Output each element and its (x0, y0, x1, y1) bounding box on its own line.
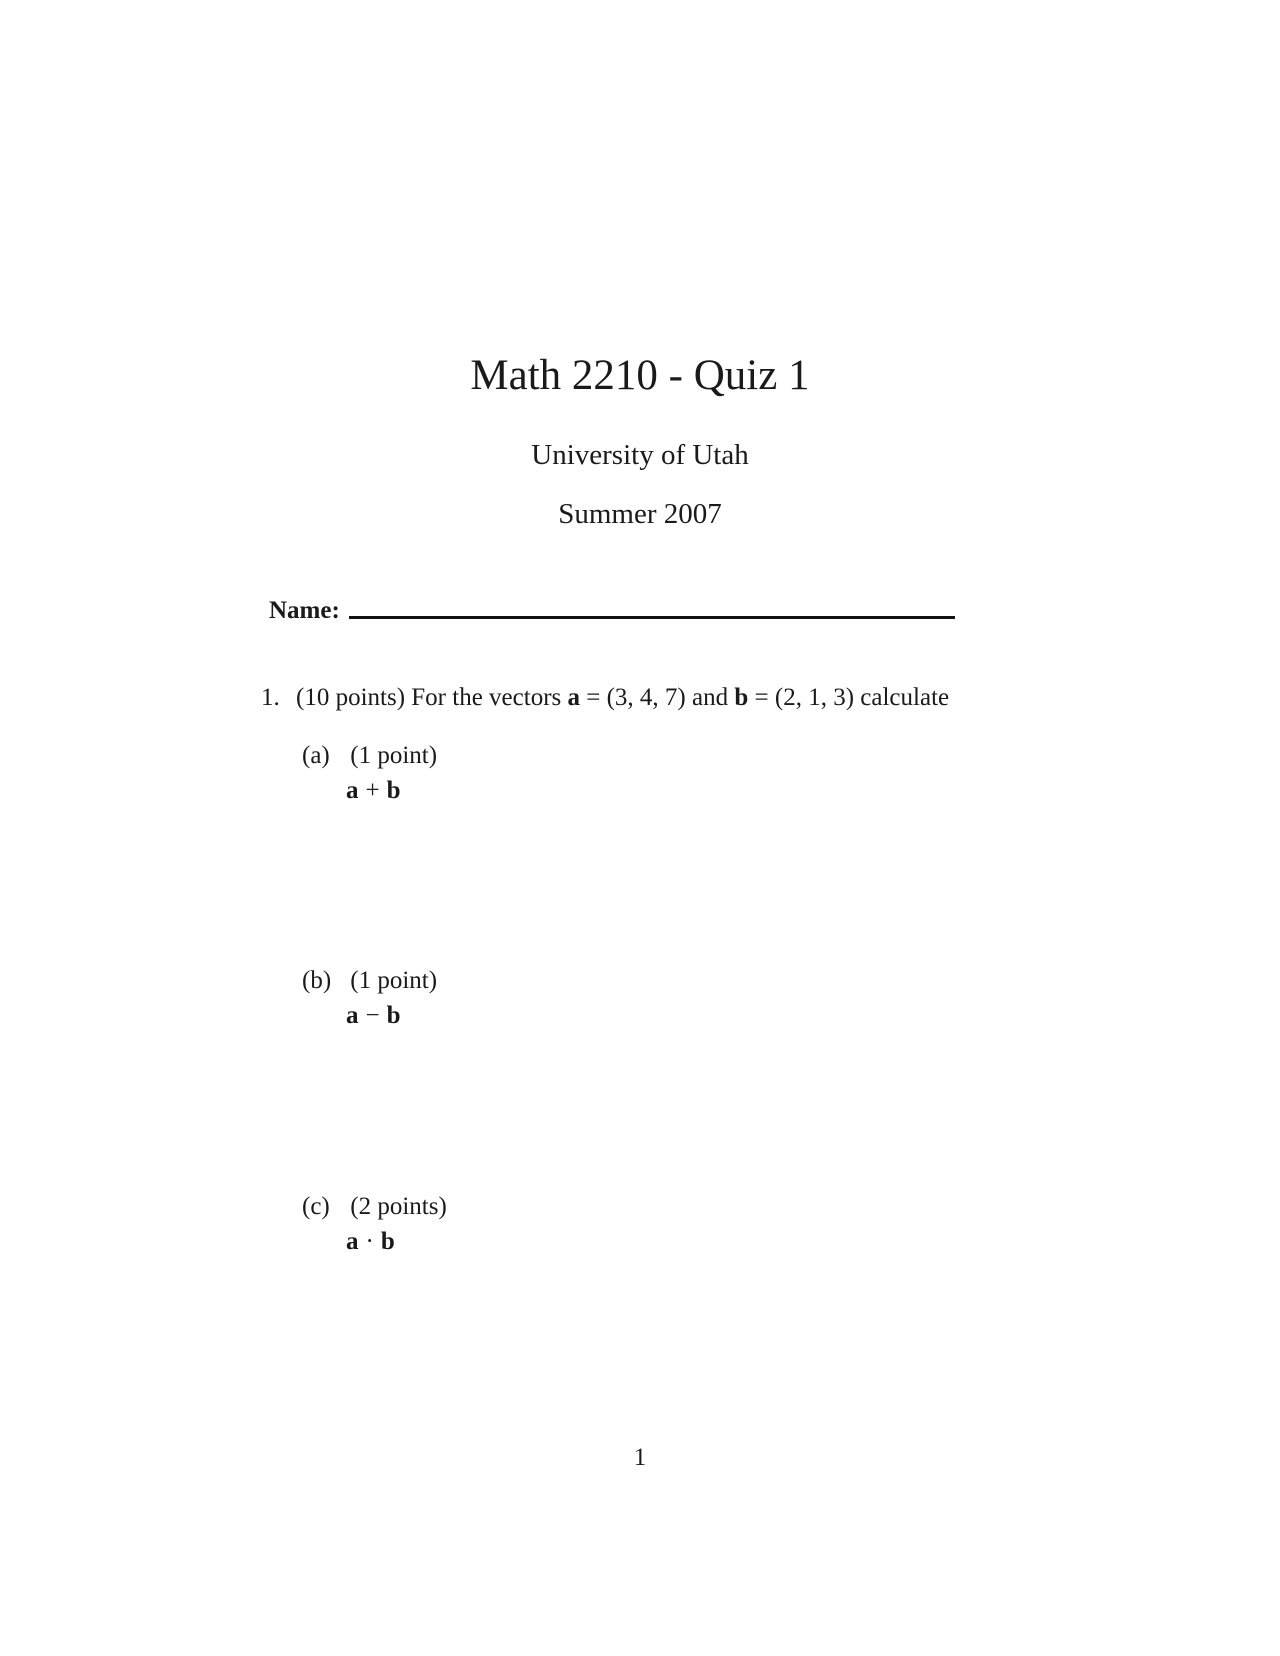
term-label: Summer 2007 (558, 498, 722, 530)
vector-a-symbol: a (567, 684, 580, 711)
operator: · (365, 1228, 374, 1255)
operand-right: b (380, 1228, 395, 1255)
operand-right: b (386, 777, 401, 804)
conjunction-text: and (692, 684, 729, 711)
part-c-heading (302, 1191, 447, 1223)
page-number: 1 (633, 1444, 647, 1471)
question-number: 1. (261, 684, 280, 711)
operator: + (365, 777, 380, 804)
part-points: (2 points) (350, 1193, 447, 1220)
question-1 (261, 682, 949, 714)
name-input-line[interactable] (349, 616, 955, 619)
part-c-expression (346, 1226, 395, 1258)
operand-left: a (346, 777, 359, 804)
part-a-heading (302, 740, 437, 772)
quiz-title: Math 2210 - Quiz 1 (470, 352, 810, 399)
operand-right: b (386, 1002, 401, 1029)
part-letter: (c) (302, 1193, 330, 1220)
equals-sign: = (754, 684, 769, 711)
part-b-expression (346, 1000, 401, 1032)
operand-left: a (346, 1228, 359, 1255)
operand-left: a (346, 1002, 359, 1029)
vector-a-value: (3, 4, 7) (606, 684, 686, 711)
question-instruction: calculate (860, 684, 950, 711)
part-b-heading (302, 965, 437, 997)
name-label: Name: (269, 597, 340, 624)
part-letter: (b) (302, 967, 332, 994)
vector-b-symbol: b (734, 684, 749, 711)
part-a-expression (346, 775, 401, 807)
part-points: (1 point) (350, 742, 438, 769)
part-points: (1 point) (350, 967, 438, 994)
institution-name: University of Utah (531, 439, 749, 471)
vector-b-value: (2, 1, 3) (774, 684, 855, 711)
part-letter: (a) (302, 742, 330, 769)
question-points: (10 points) (296, 684, 406, 711)
equals-sign: = (586, 684, 601, 711)
question-text: For the vectors (411, 684, 562, 711)
operator: − (365, 1002, 380, 1029)
